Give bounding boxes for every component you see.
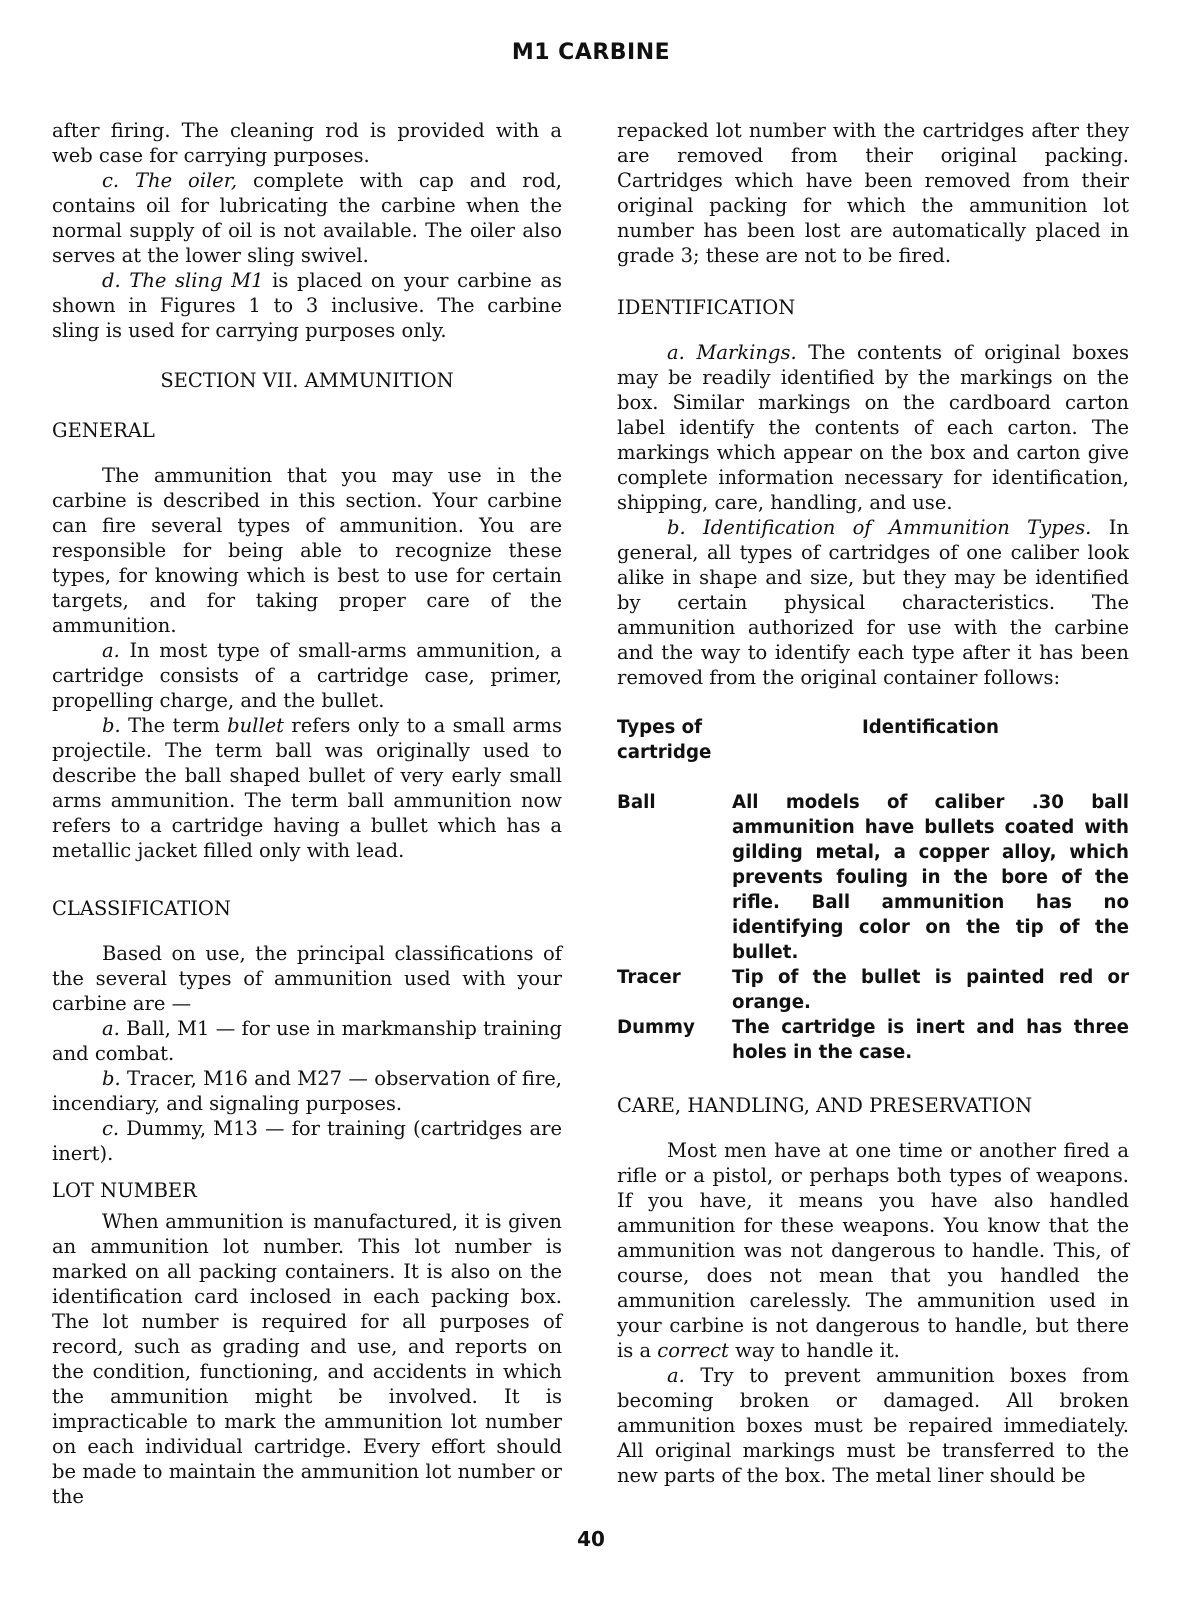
- table-header-identification: Identification: [862, 717, 999, 738]
- term-bullet: bullet: [227, 714, 285, 737]
- right-column: [617, 118, 1129, 1488]
- paragraph-text: refers only to a small arms projectile. The term ball was originally used to describe the ball shaped bullet of very early small arms ammunition. The term ball ammunition now refers to a cartridge having a bullet which has a metallic jacket filled only with lead.: [52, 714, 562, 862]
- heading-care: CARE, HANDLING, AND PRESERVATION: [617, 1094, 1033, 1117]
- paragraph-text: The contents of original boxes may be readily identified by the markings on the box. Similar markings on the cardboard carton label identify the contents of each carton. The markings which appear on the box and carton give complete information necessary for identification, shipping, care, handling, and use.: [617, 341, 1130, 514]
- paragraph-text: Tracer, M16 and M27 — observation of fire, incendiary, and signaling purposes.: [52, 1067, 562, 1115]
- item-label: c.: [102, 1117, 120, 1140]
- paragraph-lot-number: When ammunition is manufactured, it is given an ammunition lot number. This lot number is marked on all packing containers. It is also on the identification card inclosed in each packing box. The lot number is required for all purposes of record, such as grading and use, and reports on the condition, functioning, and accidents in which the ammunition might be involved. It is impracticable to mark the ammunition lot number on each individual cartridge. Every effort should be made to maintain the ammunition lot number or the: [52, 1210, 562, 1508]
- section-title: SECTION VII. AMMUNITION: [160, 369, 454, 392]
- paragraph-text: Dummy, M13 — for training (cartridges are inert).: [52, 1117, 563, 1165]
- paragraph-text: way to handle it.: [735, 1339, 900, 1362]
- table-header-type: Types of cartridge: [617, 717, 712, 763]
- paragraph-text: is placed on your carbine as shown in Figures 1 to 3 inclusive. The carbine sling is used for carrying purposes only.: [52, 269, 563, 342]
- item-label: c.: [102, 169, 120, 192]
- paragraph-oiler: [52, 168, 562, 268]
- item-label: b.: [667, 516, 686, 539]
- paragraph-text: complete with cap and rod, contains oil for lubricating the carbine when the normal supply of oil is not available. The oiler also serves at the lower sling swivel.: [52, 169, 563, 267]
- term-identification-types: Identification of Ammunition Types.: [703, 516, 1092, 539]
- table-cell-identification: The cartridge is inert and has three holes in the case.: [732, 1017, 1129, 1063]
- paragraph-cleaning-rod: after firing. The cleaning rod is provided with a web case for carrying purposes.: [52, 119, 562, 167]
- table-cell-identification: All models of caliber .30 ball ammunition have bullets coated with gilding metal, a copper alloy, which prevents fouling in the bore of the rifle. Ball ammunition has no identifying color on the tip of the bullet.: [732, 792, 1129, 963]
- paragraph-sling: [52, 268, 562, 343]
- paragraph-identification-types: [617, 515, 1129, 690]
- item-label: b.: [102, 1067, 121, 1090]
- table-cell-type: Ball: [617, 792, 656, 813]
- item-label: b.: [102, 714, 121, 737]
- paragraph-general-b: [52, 713, 562, 863]
- page-header: M1 CARBINE: [511, 40, 671, 65]
- paragraph-text: In most type of small-arms ammunition, a cartridge consists of a cartridge case, primer, propelling charge, and the bullet.: [52, 639, 562, 712]
- item-label: a.: [102, 1017, 120, 1040]
- cartridge-table: [617, 715, 1129, 1065]
- table-row: [617, 1015, 1129, 1065]
- heading-classification: CLASSIFICATION: [52, 897, 231, 920]
- item-label: a.: [667, 1364, 685, 1387]
- paragraph-general-intro: The ammunition that you may use in the carbine is described in this section. Your carbine can fire several types of ammunition. You are responsible for being able to recognize these types, for knowing which is best to use for certain targets, and for taking proper care of the ammunition.: [52, 464, 562, 637]
- table-row: [617, 965, 1129, 1015]
- paragraph-text: Most men have at one time or another fired a rifle or a pistol, or perhaps both types of weapons. If you have, it means you have also handled ammunition for these weapons. You know that the ammunition was not dangerous to handle. This, of course, does not mean that you handled the ammunition carelessly. The ammunition used in your carbine is not dangerous to handle, but there is a: [617, 1139, 1129, 1362]
- left-column: [52, 118, 562, 1509]
- heading-identification: IDENTIFICATION: [617, 296, 796, 319]
- paragraph-repacked: repacked lot number with the cartridges after they are removed from their original packing. Cartridges which have been removed from their original packing for which the ammunition lot number has been lost are automatically placed in grade 3; these are not to be fired.: [617, 119, 1129, 267]
- item-label: a.: [667, 341, 685, 364]
- paragraph-text: The term: [128, 714, 220, 737]
- table-cell-type: Dummy: [617, 1017, 695, 1038]
- table-row: [617, 790, 1129, 965]
- paragraph-class-c: [52, 1116, 562, 1166]
- heading-lot-number: LOT NUMBER: [52, 1179, 197, 1202]
- table-cell-type: Tracer: [617, 967, 681, 988]
- paragraph-text: In general, all types of cartridges of one caliber look alike in shape and size, but they may be identified by certain physical characteristics. The ammunition authorized for use with the carbine and the way to identify each type after it has been removed from the original container follows:: [617, 516, 1129, 689]
- paragraph-class-b: [52, 1066, 562, 1116]
- paragraph-care-intro: [617, 1138, 1129, 1363]
- paragraph-text: Try to prevent ammunition boxes from becoming broken or damaged. All broken ammunition boxes must be repaired immediately. All original markings must be transferred to the new parts of the box. The metal liner should be: [617, 1364, 1129, 1487]
- item-label: a.: [102, 639, 120, 662]
- paragraph-classification-intro: Based on use, the principal classifications of the several types of ammunition used with your carbine are —: [52, 942, 562, 1015]
- term-markings: Markings.: [696, 341, 797, 364]
- page-number: 40: [577, 1527, 605, 1551]
- term-correct: correct: [657, 1339, 729, 1362]
- table-cell-identification: Tip of the bullet is painted red or orange.: [732, 967, 1129, 1013]
- paragraph-general-a: [52, 638, 562, 713]
- term-sling: The sling M1: [129, 269, 264, 292]
- item-label: d.: [102, 269, 121, 292]
- paragraph-class-a: [52, 1016, 562, 1066]
- paragraph-care-a: [617, 1363, 1129, 1488]
- heading-general: GENERAL: [52, 419, 155, 442]
- paragraph-markings: [617, 340, 1129, 515]
- term-oiler: The oiler,: [135, 169, 238, 192]
- paragraph-text: Ball, M1 — for use in markmanship training and combat.: [52, 1017, 562, 1065]
- table-header-row: [617, 715, 1129, 765]
